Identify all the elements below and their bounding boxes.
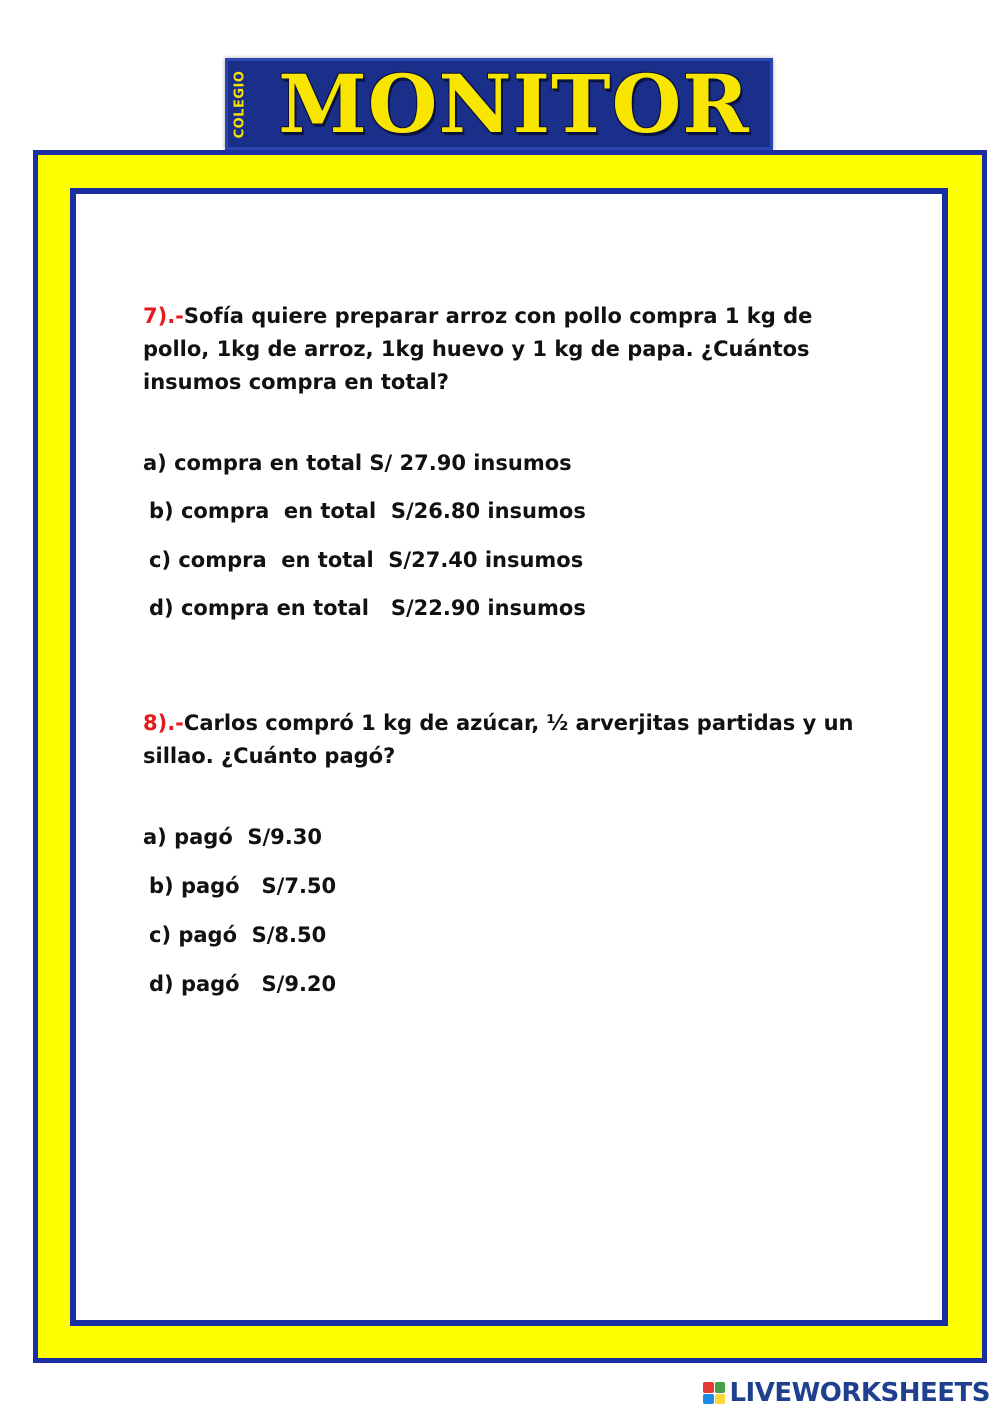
question-7-option-c[interactable]: c) compra en total S/27.40 insumos — [149, 548, 584, 572]
question-text: Sofía quiere preparar arroz con pollo compra 1 kg de pollo, 1kg de arroz, 1kg huevo y 1 kg de papa. ¿Cuántos insumos compra en total? — [143, 304, 813, 394]
question-8-option-c[interactable]: c) pagó S/8.50 — [149, 923, 327, 947]
liveworksheets-text: LIVEWORKSHEETS — [729, 1378, 990, 1408]
question-7 — [143, 300, 863, 399]
question-8-option-b[interactable]: b) pagó S/7.50 — [149, 874, 337, 898]
question-8-option-d[interactable]: d) pagó S/9.20 — [149, 972, 337, 996]
liveworksheets-watermark — [703, 1378, 990, 1408]
question-7-option-d[interactable]: d) compra en total S/22.90 insumos — [149, 596, 586, 620]
question-text: Carlos compró 1 kg de azúcar, ½ arverjitas partidas y un sillao. ¿Cuánto pagó? — [143, 711, 854, 768]
question-8 — [143, 707, 863, 773]
question-8-option-a[interactable]: a) pagó S/9.30 — [143, 825, 322, 849]
question-number: 7).- — [143, 304, 184, 328]
logo-brand-text: MONITOR — [278, 58, 750, 150]
colegio-monitor-logo — [225, 58, 773, 150]
liveworksheets-logo-icon — [703, 1382, 725, 1404]
question-number: 8).- — [143, 711, 184, 735]
logo-colegio-label: COLEGIO — [232, 70, 248, 138]
question-7-option-b[interactable]: b) compra en total S/26.80 insumos — [149, 499, 586, 523]
question-7-option-a[interactable]: a) compra en total S/ 27.90 insumos — [143, 451, 572, 475]
